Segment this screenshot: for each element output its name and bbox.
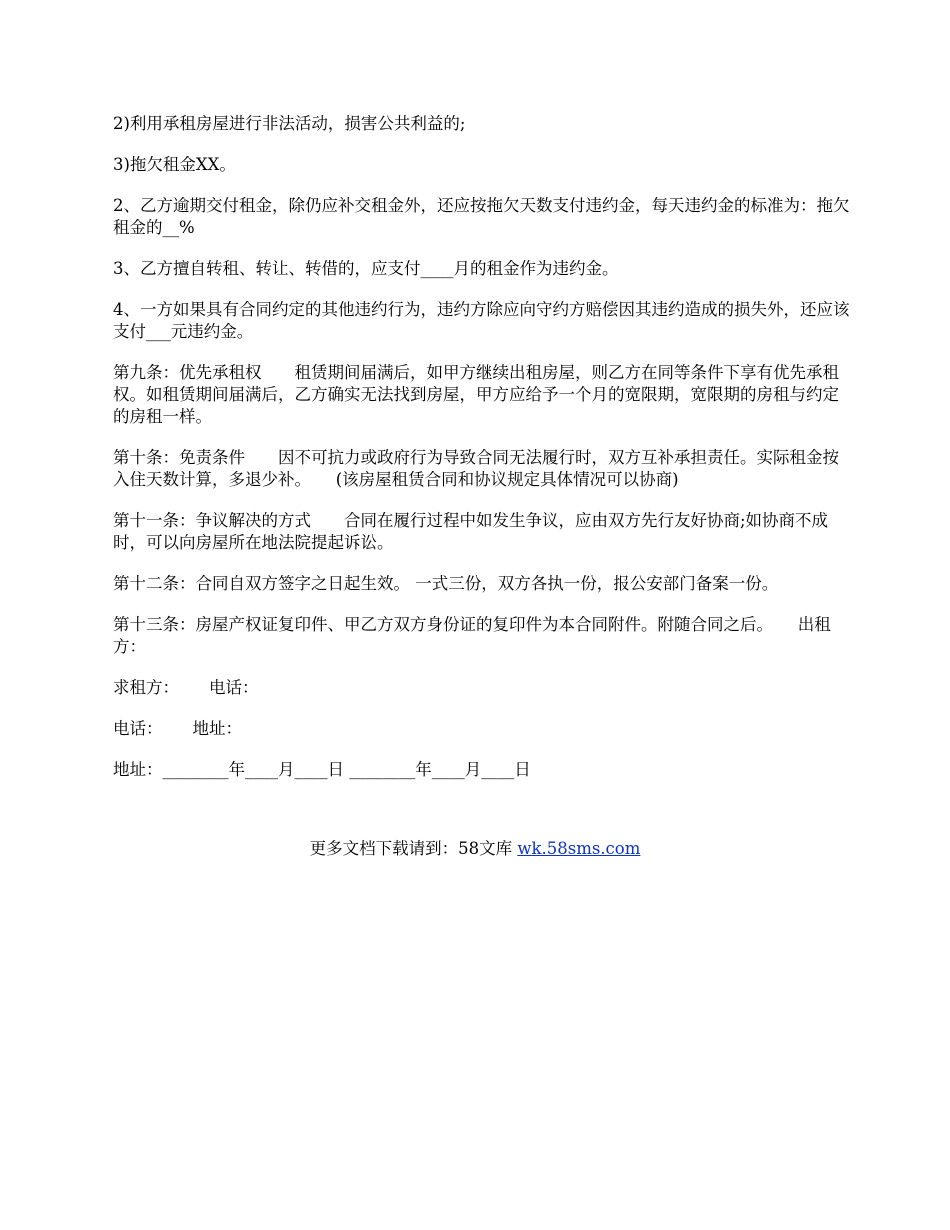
signature-phone-line: 电话： 地址： xyxy=(113,719,242,738)
paragraph-sublet-penalty: 3、乙方擅自转租、转让、转借的，应支付____月的租金作为违约金。 xyxy=(113,259,619,278)
signature-address-date-line: 地址：________年____月____日 ________年____月____日 xyxy=(113,760,531,779)
paragraph-article-9: 第九条：优先承租权 租赁期间届满后，如甲方继续出租房屋，则乙方在同等条件下享有优先承租权。如租赁期间届满后，乙方确实无法找到房屋，甲方应给予一个月的宽限期，宽限期的房租与约定的房租一样。 xyxy=(113,363,839,426)
footer-download-note xyxy=(0,838,950,860)
document-body xyxy=(113,113,853,800)
paragraph-article-11: 第十一条：争议解决的方式 合同在履行过程中如发生争议，应由双方先行友好协商;如协商不成时，可以向房屋所在地法院提起诉讼。 xyxy=(113,511,829,552)
paragraph-clause-2: 2)利用承租房屋进行非法活动，损害公共利益的; xyxy=(113,114,466,133)
paragraph-article-10: 第十条：免责条件 因不可抗力或政府行为导致合同无法履行时，双方互补承担责任。实际租金按入住天数计算，多退少补。 (该房屋租赁合同和协议规定具体情况可以协商) xyxy=(113,448,839,489)
paragraph-clause-3: 3)拖欠租金XX。 xyxy=(113,155,236,174)
signature-tenant-line: 求租方： 电话： xyxy=(113,678,259,697)
footer-prefix: 更多文档下载请到：58文库 xyxy=(309,839,518,858)
paragraph-late-rent-penalty: 2、乙方逾期交付租金，除仍应补交租金外，还应按拖欠天数支付违约金，每天违约金的标准为：拖欠租金的__% xyxy=(113,196,850,237)
paragraph-other-breach: 4、一方如果具有合同约定的其他违约行为，违约方除应向守约方赔偿因其违约造成的损失外，还应该支付___元违约金。 xyxy=(113,300,850,341)
paragraph-article-12: 第十二条：合同自双方签字之日起生效。 一式三份，双方各执一份，报公安部门备案一份。 xyxy=(113,574,779,593)
footer-link[interactable]: wk.58sms.com xyxy=(517,839,641,858)
paragraph-article-13: 第十三条：房屋产权证复印件、甲乙方双方身份证的复印件为本合同附件。附随合同之后。 出租方： xyxy=(113,615,831,656)
